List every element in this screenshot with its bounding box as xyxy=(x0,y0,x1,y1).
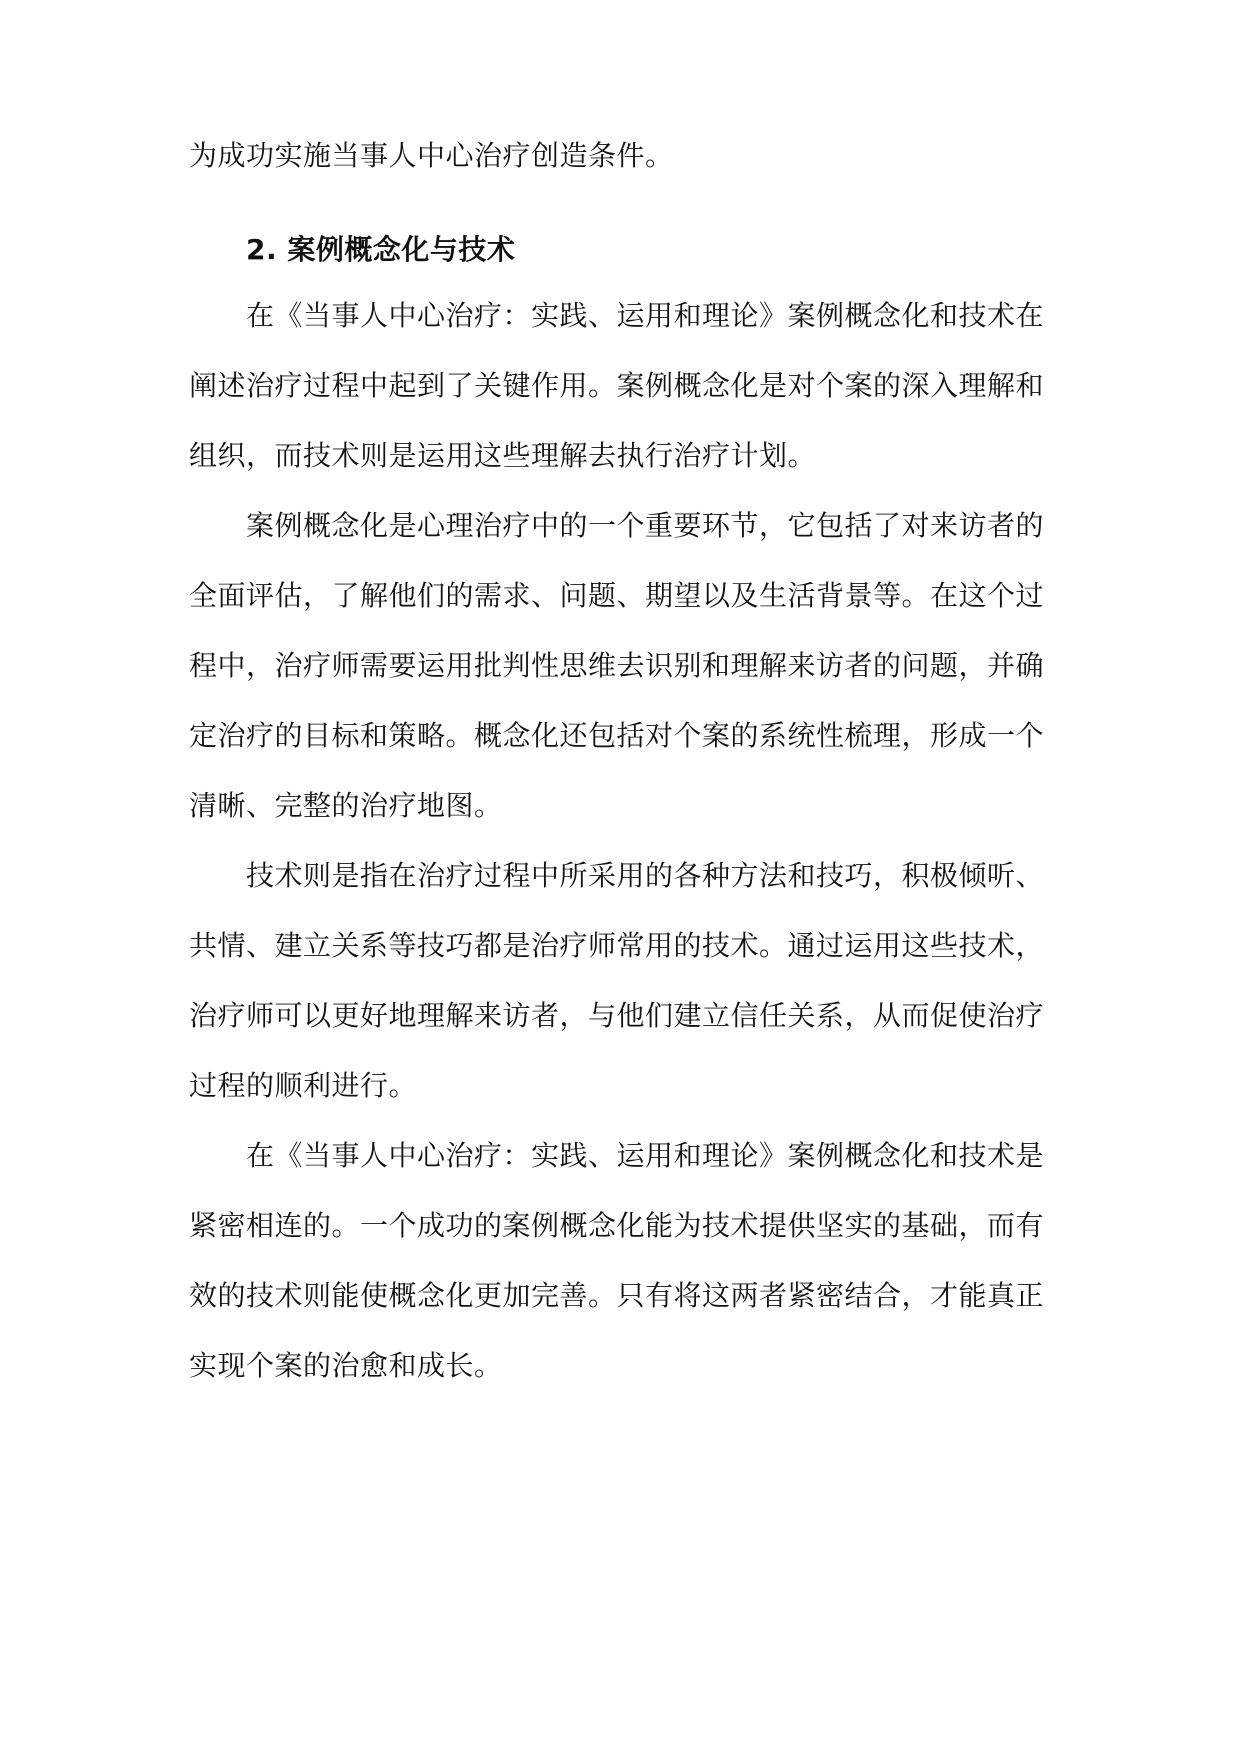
paragraph-line: 阐述治疗过程中起到了关键作用。案例概念化是对个案的深入理解和 xyxy=(189,369,1045,402)
paragraph-line: 实现个案的治愈和成长。 xyxy=(189,1349,503,1382)
paragraph-line: 紧密相连的。一个成功的案例概念化能为技术提供坚实的基础，而有 xyxy=(189,1209,1045,1242)
paragraph-line: 案例概念化是心理治疗中的一个重要环节，它包括了对来访者的 xyxy=(246,509,1045,542)
paragraph-line: 治疗师可以更好地理解来访者，与他们建立信任关系，从而促使治疗 xyxy=(189,999,1045,1032)
paragraph-line: 共情、建立关系等技巧都是治疗师常用的技术。通过运用这些技术， xyxy=(189,929,1045,962)
paragraph-line: 在《当事人中心治疗：实践、运用和理论》案例概念化和技术是 xyxy=(246,1139,1045,1172)
paragraph-line: 全面评估，了解他们的需求、问题、期望以及生活背景等。在这个过 xyxy=(189,579,1045,612)
paragraph-line: 效的技术则能使概念化更加完善。只有将这两者紧密结合，才能真正 xyxy=(189,1279,1045,1312)
paragraph-line: 清晰、完整的治疗地图。 xyxy=(189,789,503,822)
paragraph-line: 定治疗的目标和策略。概念化还包括对个案的系统性梳理，形成一个 xyxy=(189,719,1045,752)
paragraph-line: 技术则是指在治疗过程中所采用的各种方法和技巧，积极倾听、 xyxy=(246,859,1045,892)
paragraph-line: 组织，而技术则是运用这些理解去执行治疗计划。 xyxy=(189,439,817,472)
section-heading: 2. 案例概念化与技术 xyxy=(246,233,516,266)
paragraph-line: 过程的顺利进行。 xyxy=(189,1069,418,1102)
carryover-line: 为成功实施当事人中心治疗创造条件。 xyxy=(189,139,674,172)
paragraph-line: 在《当事人中心治疗：实践、运用和理论》案例概念化和技术在 xyxy=(246,299,1045,332)
paragraph-line: 程中，治疗师需要运用批判性思维去识别和理解来访者的问题，并确 xyxy=(189,649,1045,682)
